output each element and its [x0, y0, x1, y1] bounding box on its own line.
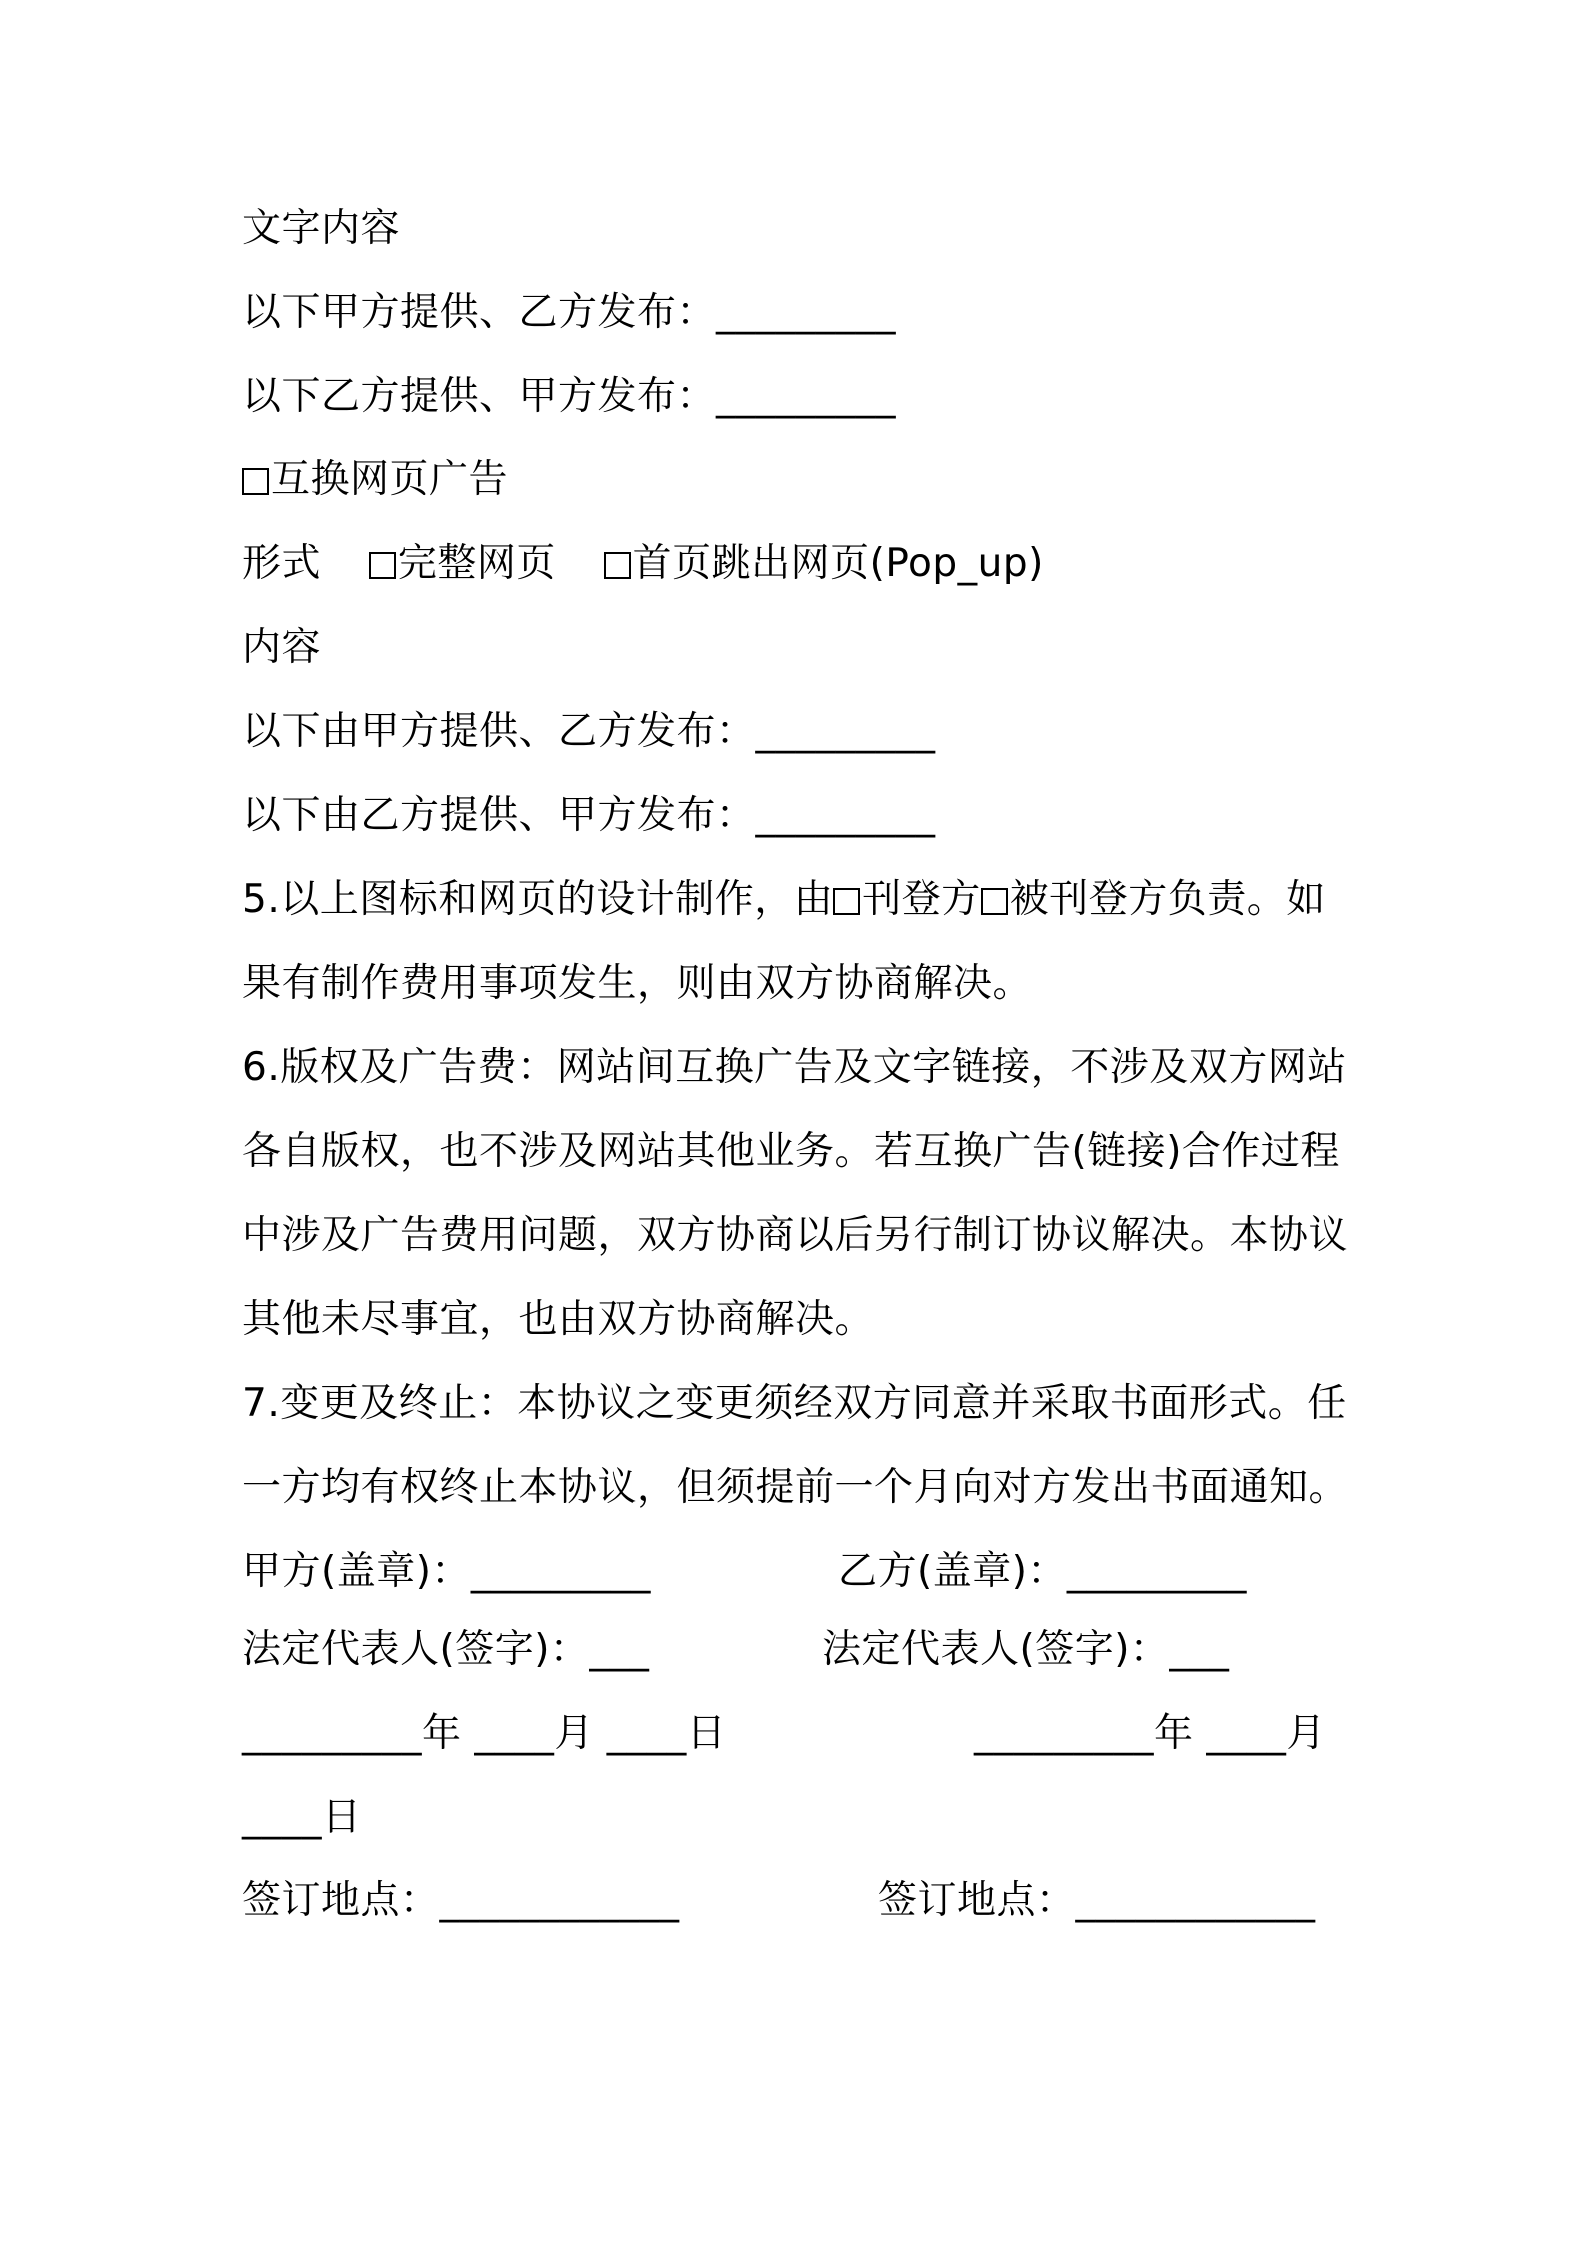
clause6-line4: 其他未尽事宜，也由双方协商解决。 [242, 1297, 875, 1342]
published-party-checkbox[interactable] [981, 888, 1008, 915]
form-row [242, 536, 1044, 592]
party-a-date: _________年 ____月 ____日 [242, 1711, 727, 1756]
clause7-line1: 7.变更及终止：本协议之变更须经双方同意并采取书面形式。任 [242, 1381, 1347, 1426]
exchange-ad-row [242, 452, 508, 508]
party-b-date: _________年 ____月 [974, 1711, 1326, 1756]
exchange-ad-checkbox[interactable] [242, 468, 269, 495]
content-heading: 文字内容 [242, 206, 401, 251]
page-b-provides: 以下由乙方提供、甲方发布：_________ [242, 793, 936, 838]
party-b-date-day: ____日 [242, 1795, 362, 1840]
form-label: 形式 [242, 541, 322, 586]
published-party-label: 被刊登方负责。如 [1009, 877, 1326, 922]
clause5-text: 5.以上图标和网页的设计制作，由 [242, 877, 834, 922]
clause6-line1: 6.版权及广告费：网站间互换广告及文字链接，不涉及双方网站 [242, 1045, 1347, 1090]
clause6-line3: 中涉及广告费用问题，双方协商以后另行制订协议解决。本协议 [242, 1213, 1349, 1258]
clause5-line1 [242, 872, 1326, 928]
party-b-seal: 乙方(盖章)：_________ [838, 1549, 1247, 1594]
text-b-provides: 以下乙方提供、甲方发布：_________ [242, 374, 897, 419]
party-a-seal: 甲方(盖章)：_________ [242, 1549, 651, 1594]
clause7-line2: 一方均有权终止本协议，但须提前一个月向对方发出书面通知。 [242, 1465, 1349, 1510]
text-a-provides: 以下甲方提供、乙方发布：_________ [242, 290, 897, 335]
clause5-line2: 果有制作费用事项发生，则由双方协商解决。 [242, 961, 1033, 1006]
party-a-signing-place: 签订地点：____________ [242, 1878, 680, 1923]
full-page-label: 完整网页 [397, 541, 556, 586]
publisher-label: 刊登方 [862, 877, 981, 922]
party-b-signing-place: 签订地点：____________ [878, 1878, 1316, 1923]
page-a-provides: 以下由甲方提供、乙方发布：_________ [242, 709, 936, 754]
exchange-ad-label: 互换网页广告 [271, 457, 509, 502]
party-a-representative: 法定代表人(签字)：___ [242, 1627, 650, 1672]
clause6-line2: 各自版权，也不涉及网站其他业务。若互换广告(链接)合作过程 [242, 1129, 1340, 1174]
content-label: 内容 [242, 625, 322, 670]
party-b-representative: 法定代表人(签字)：___ [822, 1627, 1230, 1672]
popup-label: 首页跳出网页(Pop_up) [632, 541, 1044, 586]
full-page-checkbox[interactable] [369, 552, 396, 579]
popup-checkbox[interactable] [604, 552, 631, 579]
publisher-checkbox[interactable] [833, 888, 860, 915]
